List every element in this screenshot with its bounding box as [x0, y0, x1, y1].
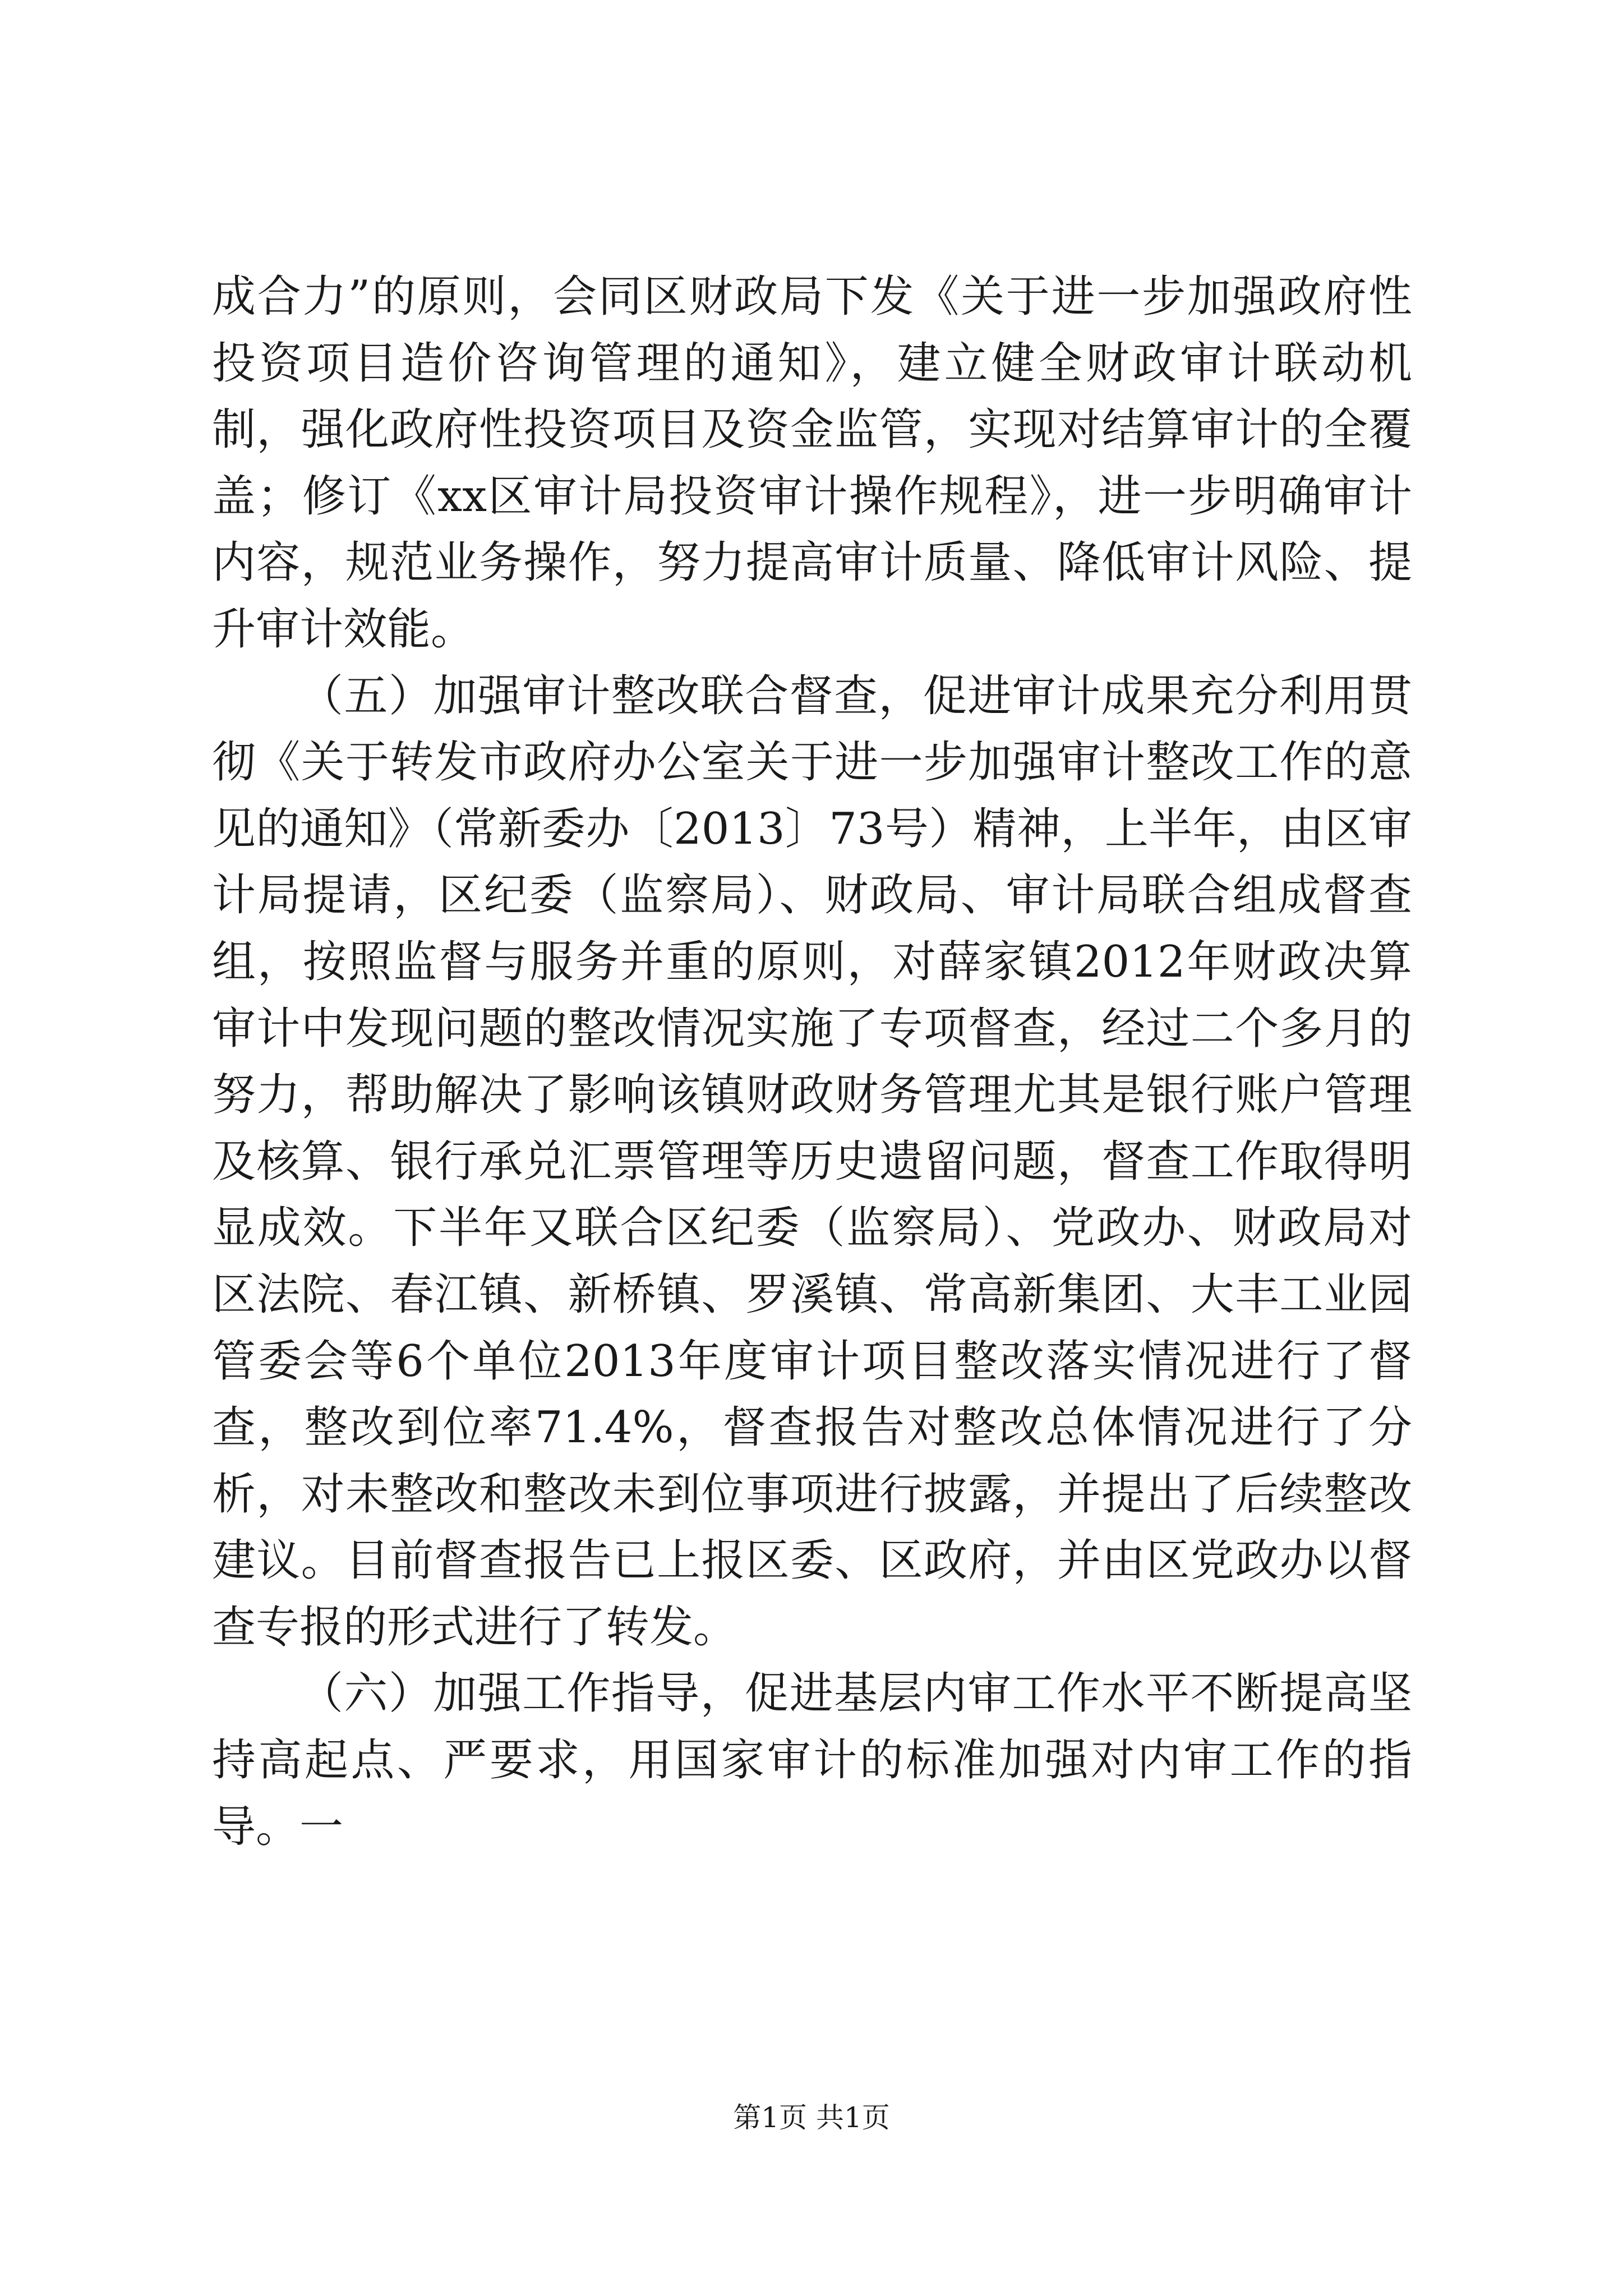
paragraph-section-five: （五）加强审计整改联合督查，促进审计成果充分利用贯彻《关于转发市政府办公室关于进一步加强审计整改工作的意见的通知》（常新委办〔2013〕73号）精神，上半年，由区审计局提请，区纪委（监察局）、财政局、审计局联合组成督查组，按照监督与服务并重的原则，对薛家镇2012年财政决算审计中发现问题的整改情况实施了专项督查，经过二个多月的努力，帮助解决了影响该镇财政财务管理尤其是银行账户管理及核算、银行承兑汇票管理等历史遗留问题，督查工作取得明显成效。下半年又联合区纪委（监察局）、党政办、财政局对区法院、春江镇、新桥镇、罗溪镇、常高新集团、大丰工业园管委会等6个单位2013年度审计项目整改落实情况进行了督查，整改到位率71.4%，督查报告对整改总体情况进行了分析，对未整改和整改未到位事项进行披露，并提出了后续整改建议。目前督查报告已上报区委、区政府，并由区党政办以督查专报的形式进行了转发。	[212, 670, 1412, 1653]
document-body	[212, 264, 1412, 1860]
page-footer: 第1页 共1页	[733, 2101, 890, 2134]
paragraph-continued: 成合力”的原则，会同区财政局下发《关于进一步加强政府性投资项目造价咨询管理的通知》，建立健全财政审计联动机制，强化政府性投资项目及资金监管，实现对结算审计的全覆盖；修订《xx区审计局投资审计操作规程》，进一步明确审计内容，规范业务操作，努力提高审计质量、降低审计风险、提升审计效能。	[212, 272, 1412, 655]
paragraph-section-six: （六）加强工作指导，促进基层内审工作水平不断提高坚持高起点、严要求，用国家审计的标准加强对内审工作的指导。一	[212, 1668, 1412, 1852]
